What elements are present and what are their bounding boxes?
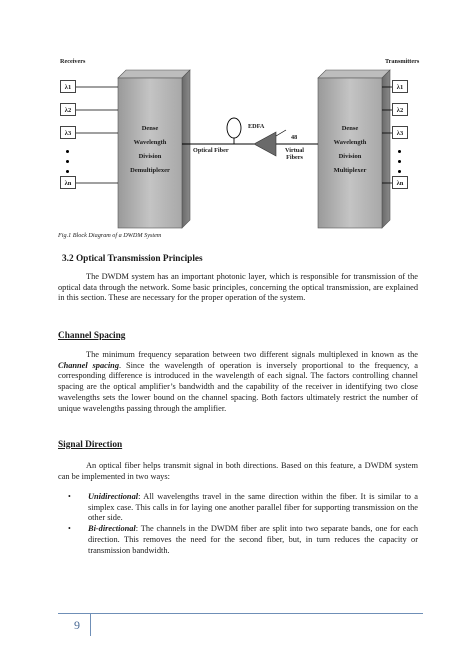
channel-spacing-heading: Channel Spacing — [58, 331, 126, 341]
ellipsis-dot — [66, 150, 69, 153]
ellipsis-dot — [398, 150, 401, 153]
list-item — [58, 492, 418, 524]
fiber-coil — [227, 118, 241, 138]
receiver-lambda-2: λ2 — [60, 103, 76, 116]
demux-line: Division — [138, 153, 162, 160]
demux-block-side — [182, 70, 190, 228]
transmitter-lambda-2: λ2 — [392, 103, 408, 116]
signal-direction-intro-text: An optical fiber helps transmit signal in both directions. Based on this feature, a DWDM system can be implemented in two ways: — [58, 461, 418, 481]
bullet-text: The channels in the DWDM fiber are split into two separate bands, one for each direction. This removes the need for the second fiber, but, in turn reduces the capacity or transmission bandwidth. — [88, 524, 418, 555]
transmitter-lambda-3: λ3 — [392, 126, 408, 139]
transmitter-lambda-n: λn — [392, 176, 408, 189]
ellipsis-dot — [398, 160, 401, 163]
mux-line: Division — [338, 153, 362, 160]
receiver-lambda-1: λ1 — [60, 80, 76, 93]
figure-caption: Fig.1 Block Diagram of a DWDM System — [58, 232, 162, 239]
page-number: 9 — [74, 618, 80, 632]
diagram-graphics — [0, 0, 474, 240]
demux-block-label — [118, 122, 182, 178]
virtual-fibers-count: 48 — [291, 134, 298, 141]
receiver-lambda-3: λ3 — [60, 126, 76, 139]
demux-line: Dense — [141, 125, 159, 132]
demux-line: Wavelength — [133, 139, 167, 146]
ellipsis-dot — [398, 170, 401, 173]
virtual-fibers-line: Virtual — [285, 147, 305, 154]
transmitters-label: Transmitters — [385, 58, 420, 65]
list-item — [58, 524, 418, 556]
bullet-term: Bi-directional — [88, 524, 136, 534]
bullet-icon: • — [68, 524, 71, 534]
ellipsis-dot — [66, 160, 69, 163]
amplifier-triangle — [254, 132, 276, 156]
mux-block-side — [382, 70, 390, 228]
mux-line: Dense — [341, 125, 359, 132]
channel-spacing-text-before: The minimum frequency separation between two different signals multiplexed in known as the — [86, 350, 418, 359]
optical-fiber-label: Optical Fiber — [193, 147, 229, 154]
receiver-lambda-n: λn — [60, 176, 76, 189]
bullet-term: Unidirectional — [88, 492, 139, 501]
receivers-label: Receivers — [60, 58, 86, 65]
mux-block-top — [318, 70, 390, 78]
bullet-separator: : — [135, 524, 141, 534]
virtual-fibers-line: Fibers — [286, 154, 303, 161]
section-intro-text: The DWDM system has an important photonic layer, which is responsible for transmission of the optical data through the network. Some basic principles, concerning the optical transmission, are explained in this section. These are necessary for the proper operation of the system. — [58, 272, 418, 303]
edfa-label: EDFA — [248, 123, 265, 130]
bullet-icon: • — [68, 492, 71, 501]
mux-line: Wavelength — [333, 139, 367, 146]
transmitter-lambda-1: λ1 — [392, 80, 408, 93]
ellipsis-dot — [66, 170, 69, 173]
section-heading: 3.2 Optical Transmission Principles — [62, 254, 203, 264]
mux-block-label — [318, 122, 382, 178]
mux-line: Multiplexer — [333, 167, 367, 174]
demux-block-top — [118, 70, 190, 78]
signal-direction-intro — [58, 461, 418, 482]
section-intro-paragraph — [58, 272, 418, 304]
signal-direction-list — [58, 492, 418, 556]
channel-spacing-text-after: . Since the wavelength of operation is inversely proportional to the frequency, a corresponding difference is introduced in the wavelength of each signal. The factors controlling channel spacing are the optical amplifier’s bandwidth and the capability of the receiver in identifying two close wavelengths sets the lower bound on the channel spacing. Both factors ultimately restrict the number of unique wavelengths passing through the amplifier. — [58, 360, 418, 413]
footer-divider — [58, 613, 423, 614]
virtual-fibers-label — [285, 147, 304, 161]
bullet-text: All wavelengths travel in the same direction within the fiber. It is similar to a simplex case. This calls in for laying one another parallel fiber for supporting transmission on the other side. — [88, 492, 418, 523]
channel-spacing-term: Channel spacing — [58, 360, 119, 370]
dwdm-block-diagram — [0, 0, 474, 240]
footer-vertical-divider — [90, 614, 91, 636]
bullet-separator: : — [138, 492, 144, 501]
demux-line: Demultiplexer — [130, 167, 170, 174]
signal-direction-heading: Signal Direction — [58, 440, 123, 450]
channel-spacing-paragraph — [58, 350, 418, 414]
